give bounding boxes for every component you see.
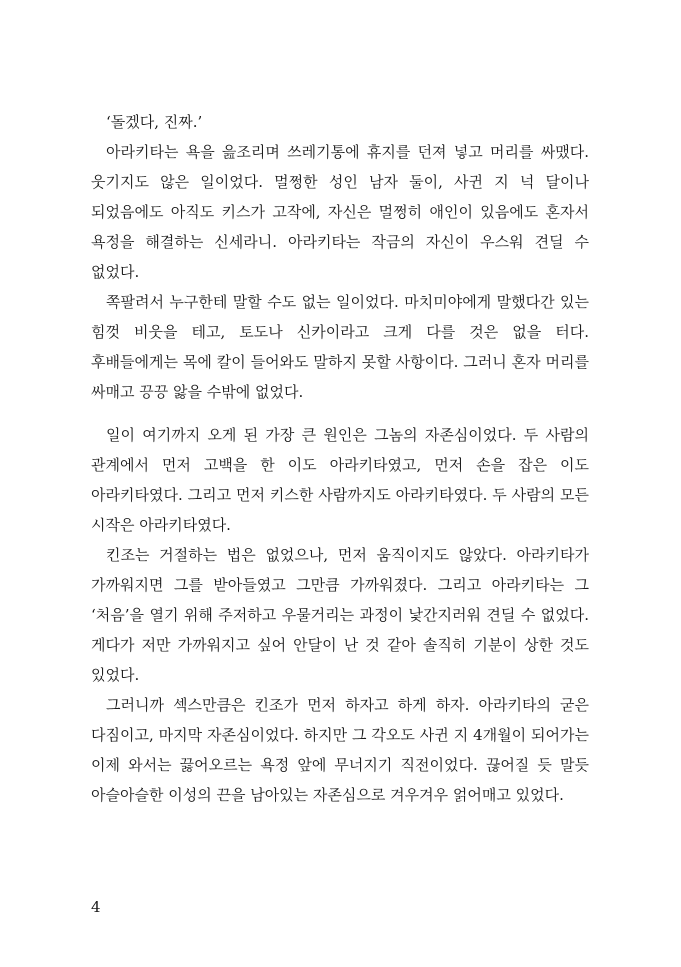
paragraph: 그러니까 섹스만큼은 킨조가 먼저 하자고 하게 하자. 아라키타의 굳은 다짐이고, 마지막 자존심이었다. 하지만 그 각오도 사귄 지 4개월이 되어가는 이제 와서는 끓어오르는 욕정 앞에 무너지기 직전이었다. 끊어질 듯 말듯 아슬아슬한 이성의 끈을 남아있는 자존심으로 겨우겨우 얽어매고 있었다. [91,696,589,804]
paragraph: 일이 여기까지 오게 된 가장 큰 원인은 그놈의 자존심이었다. 두 사람의 관계에서 먼저 고백을 한 이도 아라키타였고, 먼저 손을 잡은 이도 아라키타였다. 그리고 먼저 키스한 사람까지도 아라키타였다. 두 사람의 모든 시작은 아라키타였다. [91,426,589,534]
text-section-1 [91,107,589,407]
paragraph: 쪽팔려서 누구한테 말할 수도 없는 일이었다. 마치미야에게 말했다간 있는 힘껏 비웃을 테고, 토도나 신카이라고 크게 다를 것은 없을 터다. 후배들에게는 목에 칼이 들어와도 말하지 못할 사항이다. 그러니 혼자 머리를 싸매고 끙끙 앓을 수밖에 없었다. [91,293,589,401]
text-section-2 [91,420,589,810]
paragraph: ‘돌겠다, 진짜.’ [106,113,203,131]
paragraph: 킨조는 거절하는 법은 없었으나, 먼저 움직이지도 않았다. 아라키타가 가까워지면 그를 받아들였고 그만큼 가까워졌다. 그리고 아라키타는 그 ‘처음’을 열기 위해 주저하고 우물거리는 과정이 낯간지러워 견딜 수 없었다. 게다가 저만 가까워지고 싶어 안달이 난 것 같아 솔직히 기분이 상한 것도 있었다. [91,546,589,684]
page-number: 4 [91,898,101,916]
paragraph: 아라키타는 욕을 읊조리며 쓰레기통에 휴지를 던져 넣고 머리를 싸맸다. 웃기지도 않은 일이었다. 멀쩡한 성인 남자 둘이, 사귄 지 넉 달이나 되었음에도 아직도 키스가 고작에, 자신은 멀쩡히 애인이 있음에도 혼자서 욕정을 해결하는 신세라니. 아라키타는 작금의 자신이 우스워 견딜 수 없었다. [91,143,589,281]
